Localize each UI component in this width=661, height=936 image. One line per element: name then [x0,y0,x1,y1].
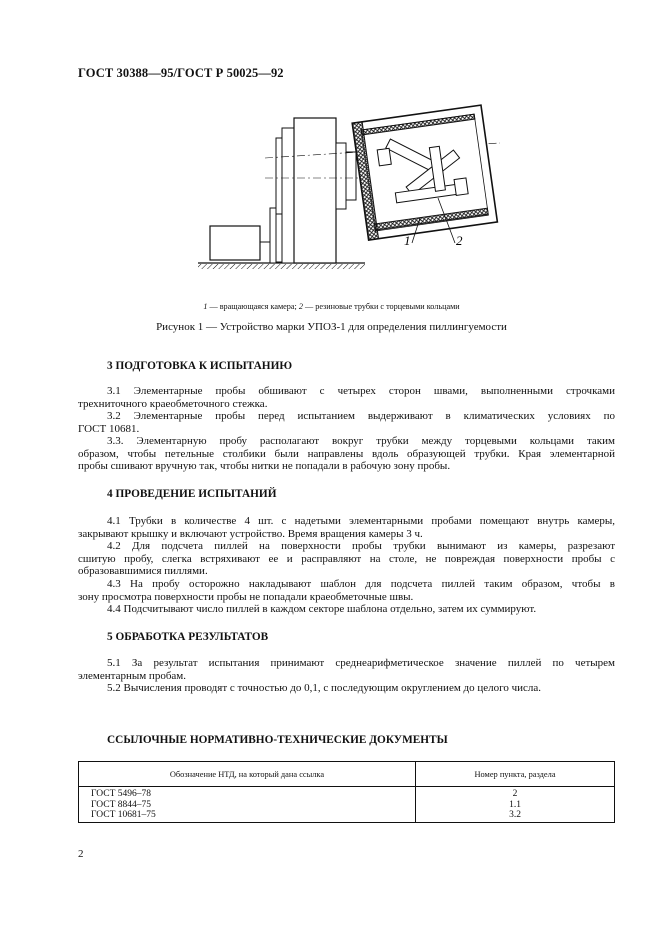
para-3-1 [78,385,615,410]
table-row [79,787,615,800]
references-table [78,761,615,823]
section-3-heading: 3 ПОДГОТОВКА К ИСПЫТАНИЮ [107,360,293,372]
para-5-2 [78,682,615,695]
line: сшитую пробу, слегка встряхивают ее и расправляют на столе, не повреждая поверхности пробы с [78,552,615,565]
line: образом, чтобы петельные столбики были направлены вдоль образующей трубки. Края элементарной [78,447,615,460]
legend-number-2: 2 [298,302,303,311]
para-3-2 [78,410,615,435]
para-4-4 [78,603,615,616]
line: 3.3. Элементарную пробу располагают вокруг трубки между торцевыми кольцами таким [107,435,615,447]
section-5-heading: 5 ОБРАБОТКА РЕЗУЛЬТАТОВ [107,631,269,643]
line: трехниточного краеобметочного стежка. [78,397,268,410]
col-header-doc: Обозначение НТД, на который дана ссылка [79,762,416,787]
line: закрывают крышку и включают устройство. Время вращения камеры 3 ч. [78,527,423,540]
references-heading: ССЫЛОЧНЫЕ НОРМАТИВНО-ТЕХНИЧЕСКИЕ ДОКУМЕНТЫ [107,734,448,746]
callout-1: 1 [404,233,411,248]
line: элементарным пробам. [78,669,187,682]
line: 4.4 Подсчитывают число пиллей в каждом секторе шаблона отдельно, затем их суммируют. [107,603,537,615]
line: 5.1 За результат испытания принимают среднеарифметическое значение пиллей по четырем [107,657,615,669]
col-header-item: Номер пункта, раздела [416,762,615,787]
table-row [79,810,615,822]
callout-2: 2 [456,233,463,248]
line: 4.3 На пробу осторожно накладывают шаблон для подсчета пиллей таким образом, чтобы в [107,578,615,590]
line: зону просмотра поверхности пробы не попадали краеобметочные швы. [78,590,414,603]
doc-cell: ГОСТ 5496–78 [79,787,416,800]
section-4-heading: 4 ПРОВЕДЕНИЕ ИСПЫТАНИЙ [107,488,277,500]
para-5-1 [78,657,615,682]
item-cell: 2 [416,787,615,800]
figure-1-drawing [190,88,510,283]
legend-number-1: 1 [203,302,208,311]
running-header: ГОСТ 30388—95/ГОСТ Р 50025—92 [78,66,284,80]
item-cell: 1.1 [416,800,615,811]
line: 3.1 Элементарные пробы обшивают с четырех сторон швами, выполненными строчками [107,385,615,397]
line: ГОСТ 10681. [78,422,140,435]
para-4-1 [78,515,615,540]
para-4-3 [78,578,615,603]
line: 5.2 Вычисления проводят с точностью до 0,1, с последующим округлением до целого числа. [107,682,542,694]
table-row [79,800,615,811]
para-3-3 [78,435,615,473]
line: 4.1 Трубки в количестве 4 шт. с надетыми элементарными пробами помещают внутрь камеры, [107,515,615,527]
legend-text-2: — резиновые трубки с торцевыми кольцами [302,302,460,311]
figure-title: Рисунок 1 — Устройство марки УПОЗ-1 для определения пиллингуемости [156,321,507,333]
legend-text-1: — вращающаяся камера; [207,302,299,311]
item-cell: 3.2 [416,810,615,822]
para-4-2 [78,540,615,578]
line: 3.2 Элементарные пробы перед испытанием выдерживают в климатических условиях по [107,410,615,422]
doc-cell: ГОСТ 10681–75 [79,810,416,822]
line: образовавшимися пиллями. [78,565,208,578]
line: 4.2 Для подсчета пиллей на поверхности пробы трубки вынимают из камеры, разрезают [107,540,615,552]
page-number: 2 [78,848,84,860]
line: пробы сшивают вручную так, чтобы нитки не попадали в рабочую зону пробы. [78,460,451,473]
doc-cell: ГОСТ 8844–75 [79,800,416,811]
figure-legend [78,302,585,311]
